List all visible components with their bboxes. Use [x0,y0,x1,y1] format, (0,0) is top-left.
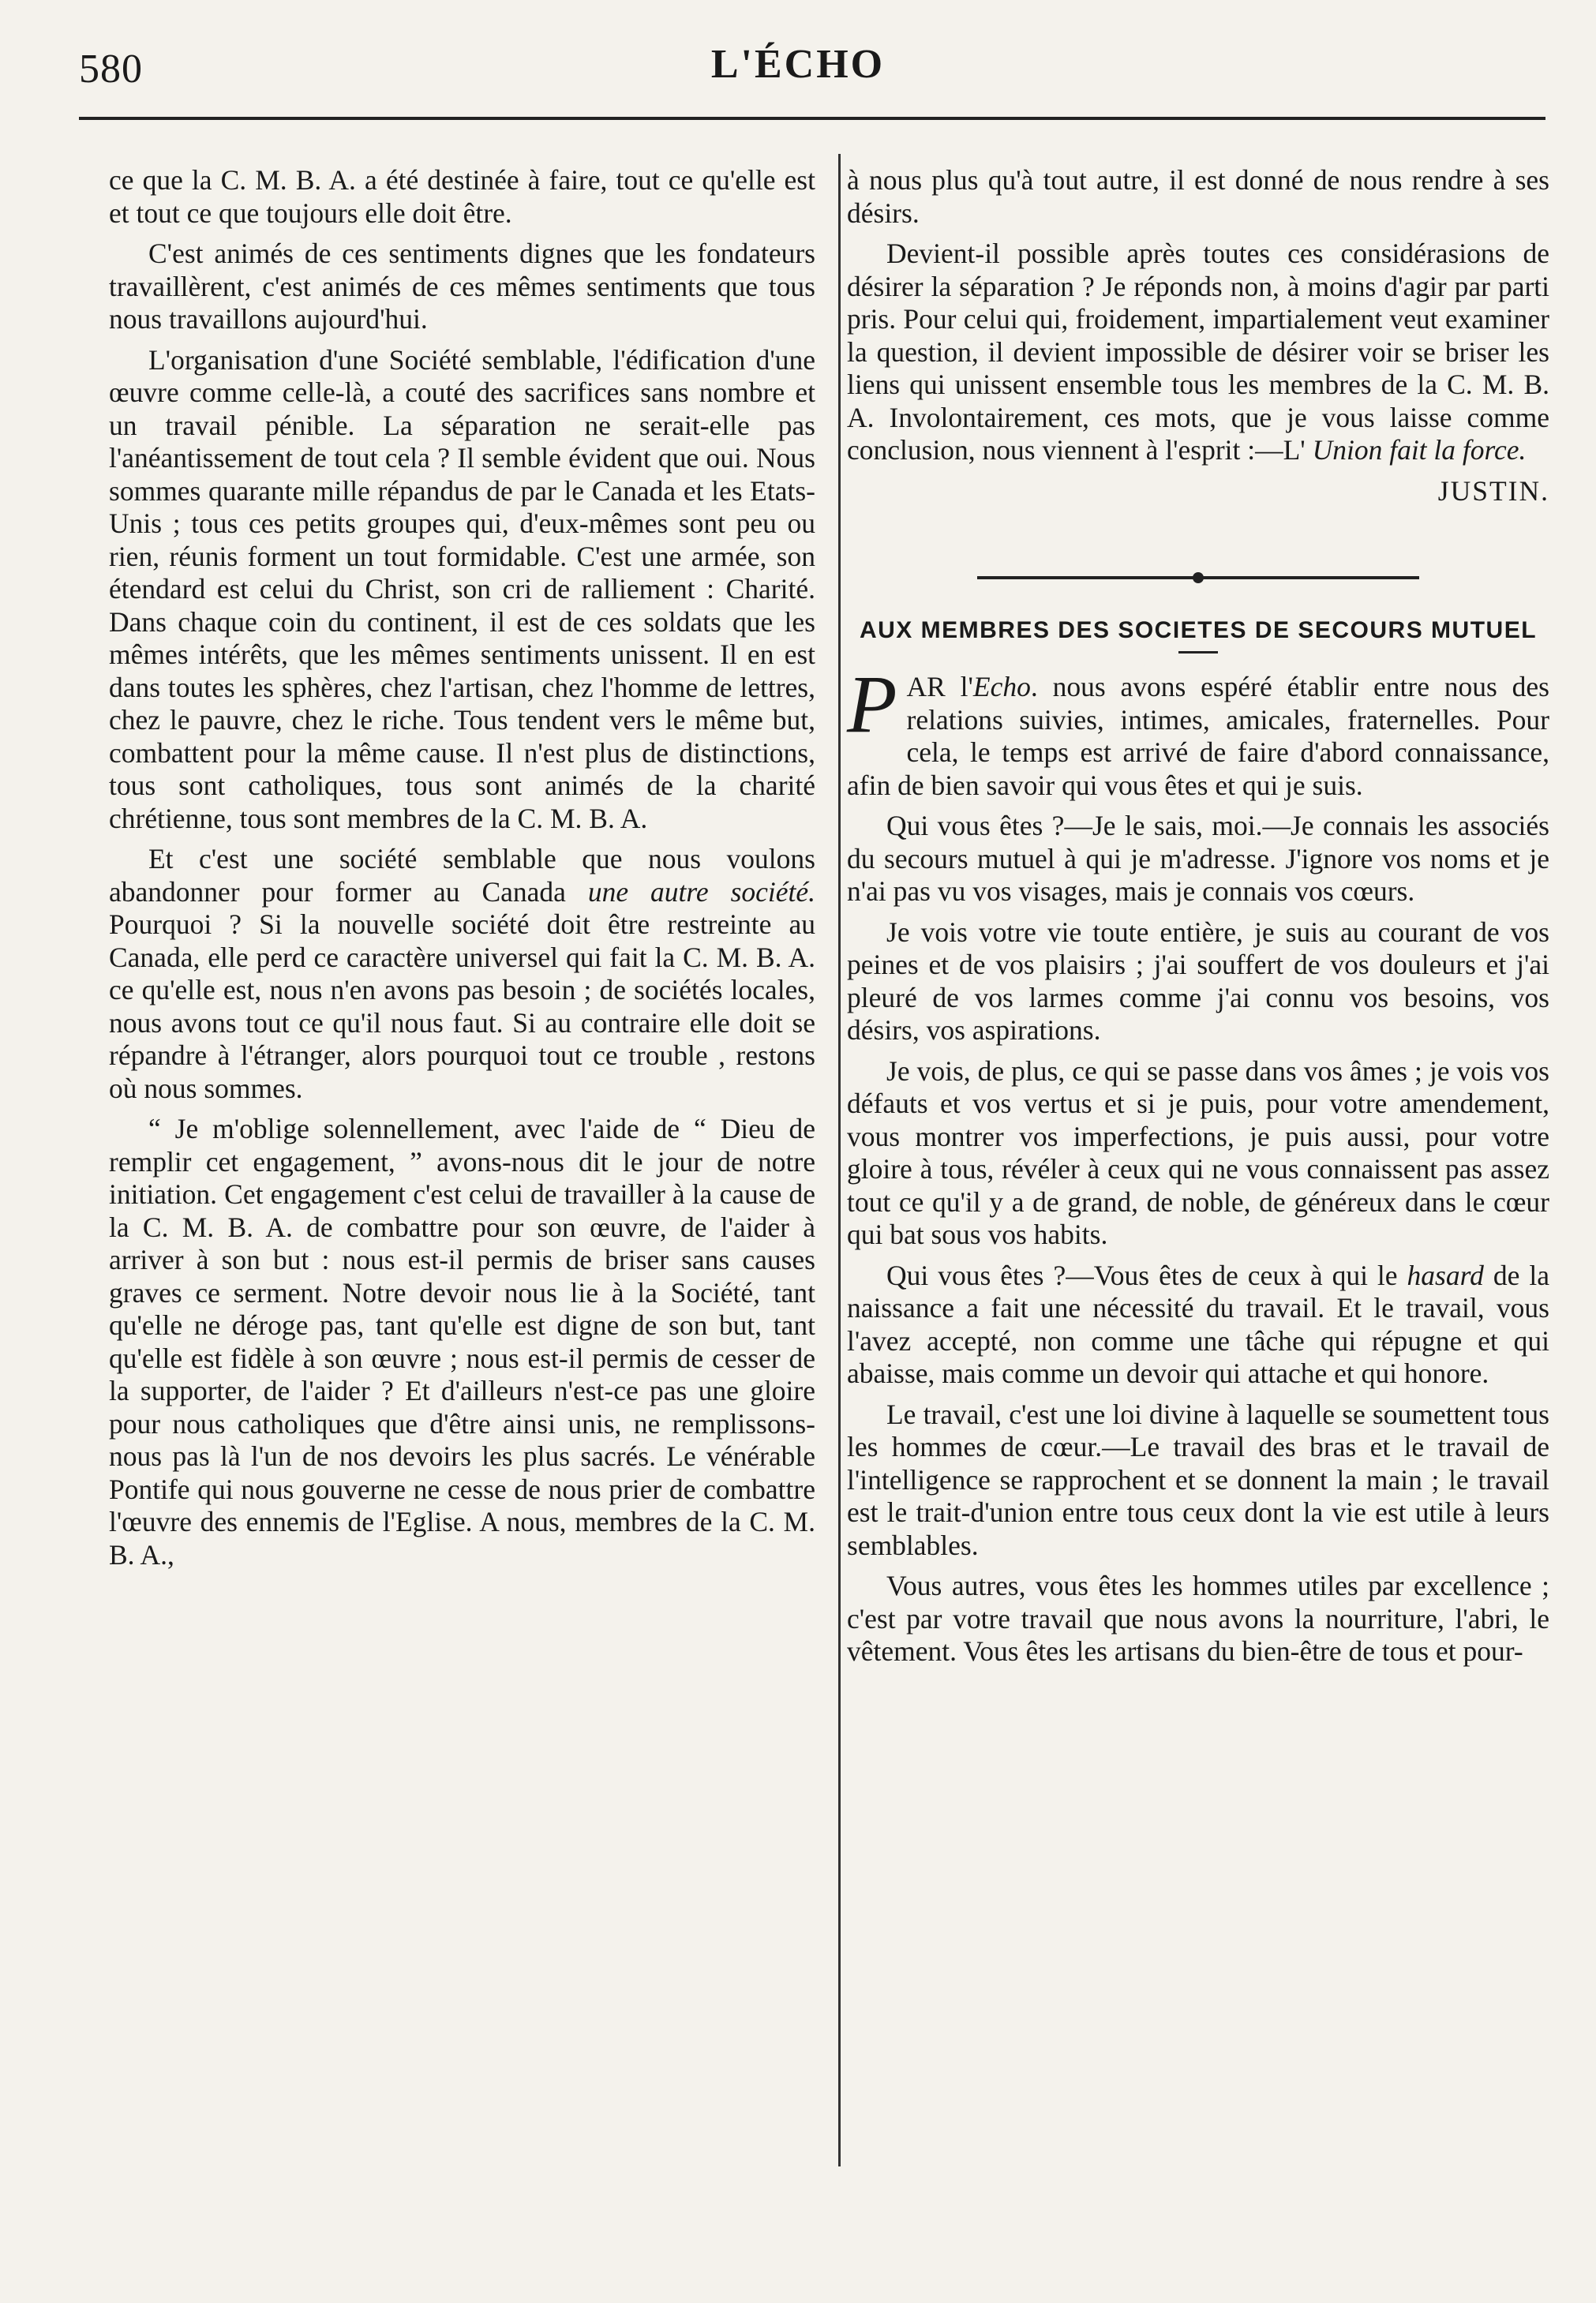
page-number: 580 [79,47,143,92]
column-divider [838,154,841,2166]
right-paragraph-7-end: de la naissance a fait une nécessité du travail. Et le travail, vous l'avez accepté, non comme une tâche qui répugne et qui abaisse, mais comme un devoir qui attache et qui honore. [847,1259,1549,1389]
right-paragraph-2-motto: Union fait la force. [1312,434,1527,466]
right-paragraph-3-journal: Echo [972,671,1031,702]
left-paragraph-1: ce que la C. M. B. A. a été destinée à faire, tout ce qu'elle est et tout ce que toujours elle doit être. [109,164,815,229]
right-paragraph-7-start: Qui vous êtes ?—Vous êtes de ceux à qui le [886,1259,1407,1291]
right-paragraph-6: Je vois, de plus, ce qui se passe dans vos âmes ; je vois vos défauts et vos vertus et si je puis, pour votre amendement, vous montrer vos imperfections, je puis aussi, pour votre gloire à tous, révéler à ceux qui ne vous connaissent pas assez tout ce qu'il y a de grand, de noble, de généreux dans le cœur qui bat sous vos habits. [847,1054,1549,1250]
right-paragraph-2-text: Devient-il possible après toutes ces considérasions de désirer la séparation ? Je réponds non, à moins d'agir par parti pris. Pour celui qui, froidement, impartialement veut examiner la question, il devient impossible de désirer voir se briser les liens qui unissent ensemble tous les membres de la C. M. B. A. Involontairement, ces mots, que je vous laisse comme conclusion, nous viennent à l'esprit :—L' [847,238,1549,466]
header-rule [79,117,1545,120]
drop-cap: P [847,659,897,750]
article-signature: JUSTIN. [1437,474,1549,507]
divider-dot [1193,572,1204,583]
left-paragraph-4-emphasis: une autre société. [587,875,816,908]
right-paragraph-8: Le travail, c'est une loi divine à laquelle se soumettent tous les hommes de cœur.—Le travail des bras et le travail de l'intelligence se rapprochent et se donnent la main ; le travail est le trait-d'union entre tous ceux dont la vie est utile à leurs semblables. [847,1398,1549,1561]
left-paragraph-3: L'organisation d'une Société semblable, l'édification d'une œuvre comme celle-là, a couté des sacrifices sans nombre et un travail pénible. La séparation ne serait-elle pas l'anéantissement de tout cela ? Il semble évident que oui. Nous sommes quarante mille répandus de par le Canada et les Etats-Unis ; tous ces petits groupes qui, d'eux-mêmes sont peu ou rien, réunis forment un tout formidable. C'est une armée, son étendard est celui du Christ, son cri de ralliement : Charité. Dans chaque coin du continent, il est de ces soldats que les mêmes intérêts, que les mêmes sentiments unissent. Il en est dans toutes les sphères, chez l'artisan, chez l'homme de lettres, chez le pauvre, chez le riche. Tous tendent vers le même but, combattent pour la même cause. Il n'est plus de distinctions, tous sont catholiques, tous sont animés de la charité chrétienne, tous sont membres de la C. M. B. A. [109,343,815,834]
left-paragraph-5: “ Je m'oblige solennellement, avec l'aide de “ Dieu de remplir cet engagement, ” avons-nous dit le jour de notre initiation. Cet engagement c'est celui de travailler à la cause de la C. M. B. A. de combattre pour son œuvre, de l'aider à arriver à son but : nous est-il permis de briser sans causes graves ce serment. Notre devoir nous lie à la Société, tant qu'elle ne déroge pas, tant qu'elle est digne de son but, tant qu'elle est fidèle à son œuvre ; nous est-il permis de cesser de la supporter, de l'aider ? Et d'ailleurs n'est-ce pas une gloire pour nous catholiques que d'être ainsi unis, ne remplissons-nous pas là l'un de nos devoirs les plus sacrés. Le vénérable Pontife qui nous gouverne ne cesse de nous prier de combattre l'œuvre des ennemis de l'Eglise. A nous, membres de la C. M. B. A., [109,1113,815,1571]
right-paragraph-3 [847,659,1549,802]
left-paragraph-4-start: Et c'est une société semblable que nous voulons abandonner pour former au Canada [109,843,815,908]
right-column [847,164,1549,1676]
right-paragraph-3-start: AR l' [906,671,973,702]
ornamental-divider [977,572,1419,583]
right-paragraph-1: à nous plus qu'à tout autre, il est donné de nous rendre à ses désirs. [847,164,1549,229]
right-paragraph-7 [847,1260,1549,1391]
right-paragraph-5: Je vois votre vie toute entière, je suis au courant de vos peines et de vos plaisirs ; j'ai souffert de vos douleurs et j'ai pleuré de vos larmes comme j'ai connu vos besoins, vos désirs, vos aspirations. [847,916,1549,1046]
section-title: AUX MEMBRES DES SOCIETES DE SECOURS MUTUEL [859,617,1538,643]
running-title: L'ÉCHO [710,42,886,87]
right-paragraph-9: Vous autres, vous êtes les hommes utiles par excellence ; c'est par votre travail que nous avons la nourriture, l'abri, le vêtement. Vous êtes les artisans du bien-être de tous et pour- [847,1570,1549,1667]
right-paragraph-3-end: . nous avons espéré établir entre nous des relations suivies, intimes, amicales, fraternelles. Pour cela, le temps est arrivé de faire d'abord connaissance, afin de bien savoir qui vous êtes et qui je suis. [847,671,1549,801]
right-paragraph-2 [847,238,1549,467]
left-paragraph-2: C'est animés de ces sentiments dignes que les fondateurs travaillèrent, c'est animés de ces mêmes sentiments que tous nous travaillons aujourd'hui. [109,238,815,335]
left-paragraph-4 [109,843,815,1105]
right-paragraph-7-emphasis: hasard [1407,1259,1484,1291]
left-column [109,164,815,1579]
left-paragraph-4-end: Pourquoi ? Si la nouvelle société doit être restreinte au Canada, elle perd ce caractère universel qui fait la C. M. B. A. ce qu'elle est, nous n'en avons pas besoin ; de sociétés locales, nous avons tout ce qu'il nous faut. Si au contraire elle doit se répandre à l'étranger, alors pourquoi tout ce trouble , restons où nous sommes. [109,908,815,1104]
right-paragraph-4: Qui vous êtes ?—Je le sais, moi.—Je connais les associés du secours mutuel à qui je m'adresse. J'ignore vos noms et je n'ai pas vu vos visages, mais je connais vos cœurs. [847,810,1549,907]
title-underline [1178,651,1218,653]
